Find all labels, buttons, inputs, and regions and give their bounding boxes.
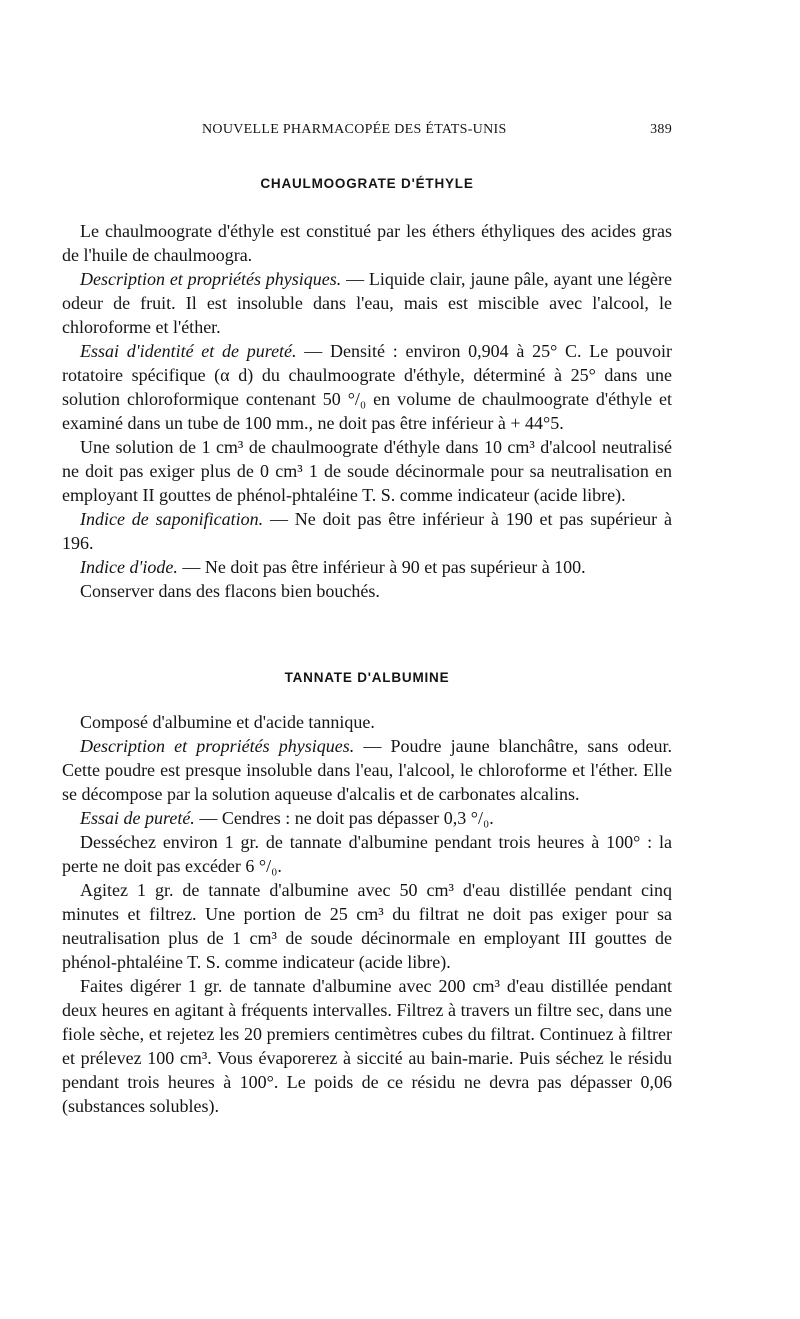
paragraph-text: — Ne doit pas être inférieur à 90 et pas supérieur à 100. bbox=[177, 557, 586, 577]
paragraph-lead: Description et propriétés physiques. bbox=[80, 269, 342, 289]
running-title: NOUVELLE PHARMACOPÉE DES ÉTATS-UNIS bbox=[202, 122, 507, 137]
paragraph-text: Une solution de 1 cm³ de chaulmoograte d'éthyle dans 10 cm³ d'alcool neutralisé ne doit pas exiger plus de 0 cm³ 1 de soude décinormale pour sa neutralisation en employant II gouttes de phénol-phtaléine T. S. comme indicateur (acide libre). bbox=[62, 437, 672, 505]
paragraph-text: — Poudre jaune blanchâtre, sans odeur. Cette poudre est presque insoluble dans l'eau, l'alcool, le chloroforme et l'éther. Elle se décompose par la solution aqueuse d'alcalis et de carbonates alcalins. bbox=[62, 736, 673, 804]
paragraph-lead: Essai d'identité et de pureté. bbox=[80, 341, 297, 361]
paragraph-text: Le chaulmoograte d'éthyle est constitué par les éthers éthyliques des acides gras de l'huile de chaulmoogra. bbox=[62, 221, 672, 265]
section-body-chaulmoograte bbox=[62, 219, 672, 603]
paragraph-text: Desséchez environ 1 gr. de tannate d'albumine pendant trois heures à 100° : la perte ne doit pas excéder 6 °/₀. bbox=[62, 832, 672, 876]
paragraph-text: Conserver dans des flacons bien bouchés. bbox=[80, 581, 380, 601]
paragraph bbox=[62, 806, 672, 830]
section-title-chaulmoograte: CHAULMOOGRATE D'ÉTHYLE bbox=[260, 176, 474, 191]
paragraph bbox=[62, 507, 672, 555]
paragraph-lead: Indice de saponification. bbox=[80, 509, 264, 529]
paragraph-lead: Indice d'iode. bbox=[80, 557, 178, 577]
paragraph bbox=[62, 734, 672, 806]
paragraph-text: Faites digérer 1 gr. de tannate d'albumine avec 200 cm³ d'eau distillée pendant deux heures en agitant à fréquents intervalles. Filtrez à travers un filtre sec, dans une fiole sèche, et rejetez les 20 premiers centimètres cubes du filtrat. Continuez à filtrer et prélevez 100 cm³. Vous évaporerez à siccité au bain-marie. Puis séchez le résidu pendant trois heures à 100°. Le poids de ce résidu ne devra pas dépasser 0,06 (substances solubles). bbox=[62, 976, 672, 1116]
paragraph bbox=[62, 219, 672, 267]
paragraph-text: Agitez 1 gr. de tannate d'albumine avec 50 cm³ d'eau distillée pendant cinq minutes et filtrez. Une portion de 25 cm³ du filtrat ne doit pas exiger pour sa neutralisation plus de 1 cm³ de soude décinormale en employant III gouttes de phénol-phtaléine T. S. comme indicateur (acide libre). bbox=[62, 880, 672, 972]
paragraph bbox=[62, 878, 672, 974]
page-number: 389 bbox=[650, 122, 672, 137]
paragraph-lead: Description et propriétés physiques. bbox=[80, 736, 355, 756]
section-title-tannate: TANNATE D'ALBUMINE bbox=[284, 670, 450, 685]
paragraph bbox=[62, 830, 672, 878]
paragraph bbox=[62, 267, 672, 339]
paragraph bbox=[62, 974, 672, 1118]
paragraph-text: — Densité : environ 0,904 à 25° C. Le pouvoir rotatoire spécifique (α d) du chaulmoograte d'éthyle, déterminé à 25° dans une solution chloroformique contenant 50 °/₀ en volume de chaulmoograte d'éthyle et examiné dans un tube de 100 mm., ne doit pas être inférieur à + 44°5. bbox=[62, 341, 672, 433]
paragraph bbox=[62, 555, 672, 579]
paragraph bbox=[62, 710, 672, 734]
section-body-tannate bbox=[62, 710, 672, 1118]
paragraph-text: — Ne doit pas être inférieur à 190 et pas supérieur à 196. bbox=[62, 509, 673, 553]
paragraph bbox=[62, 579, 672, 603]
paragraph-text: — Liquide clair, jaune pâle, ayant une légère odeur de fruit. Il est insoluble dans l'eau, mais est miscible avec l'alcool, le chloroforme et l'éther. bbox=[62, 269, 673, 337]
paragraph bbox=[62, 435, 672, 507]
paragraph-text: Composé d'albumine et d'acide tannique. bbox=[80, 712, 375, 732]
paragraph-lead: Essai de pureté. bbox=[80, 808, 195, 828]
paragraph bbox=[62, 339, 672, 435]
paragraph-text: — Cendres : ne doit pas dépasser 0,3 °/₀. bbox=[194, 808, 494, 828]
